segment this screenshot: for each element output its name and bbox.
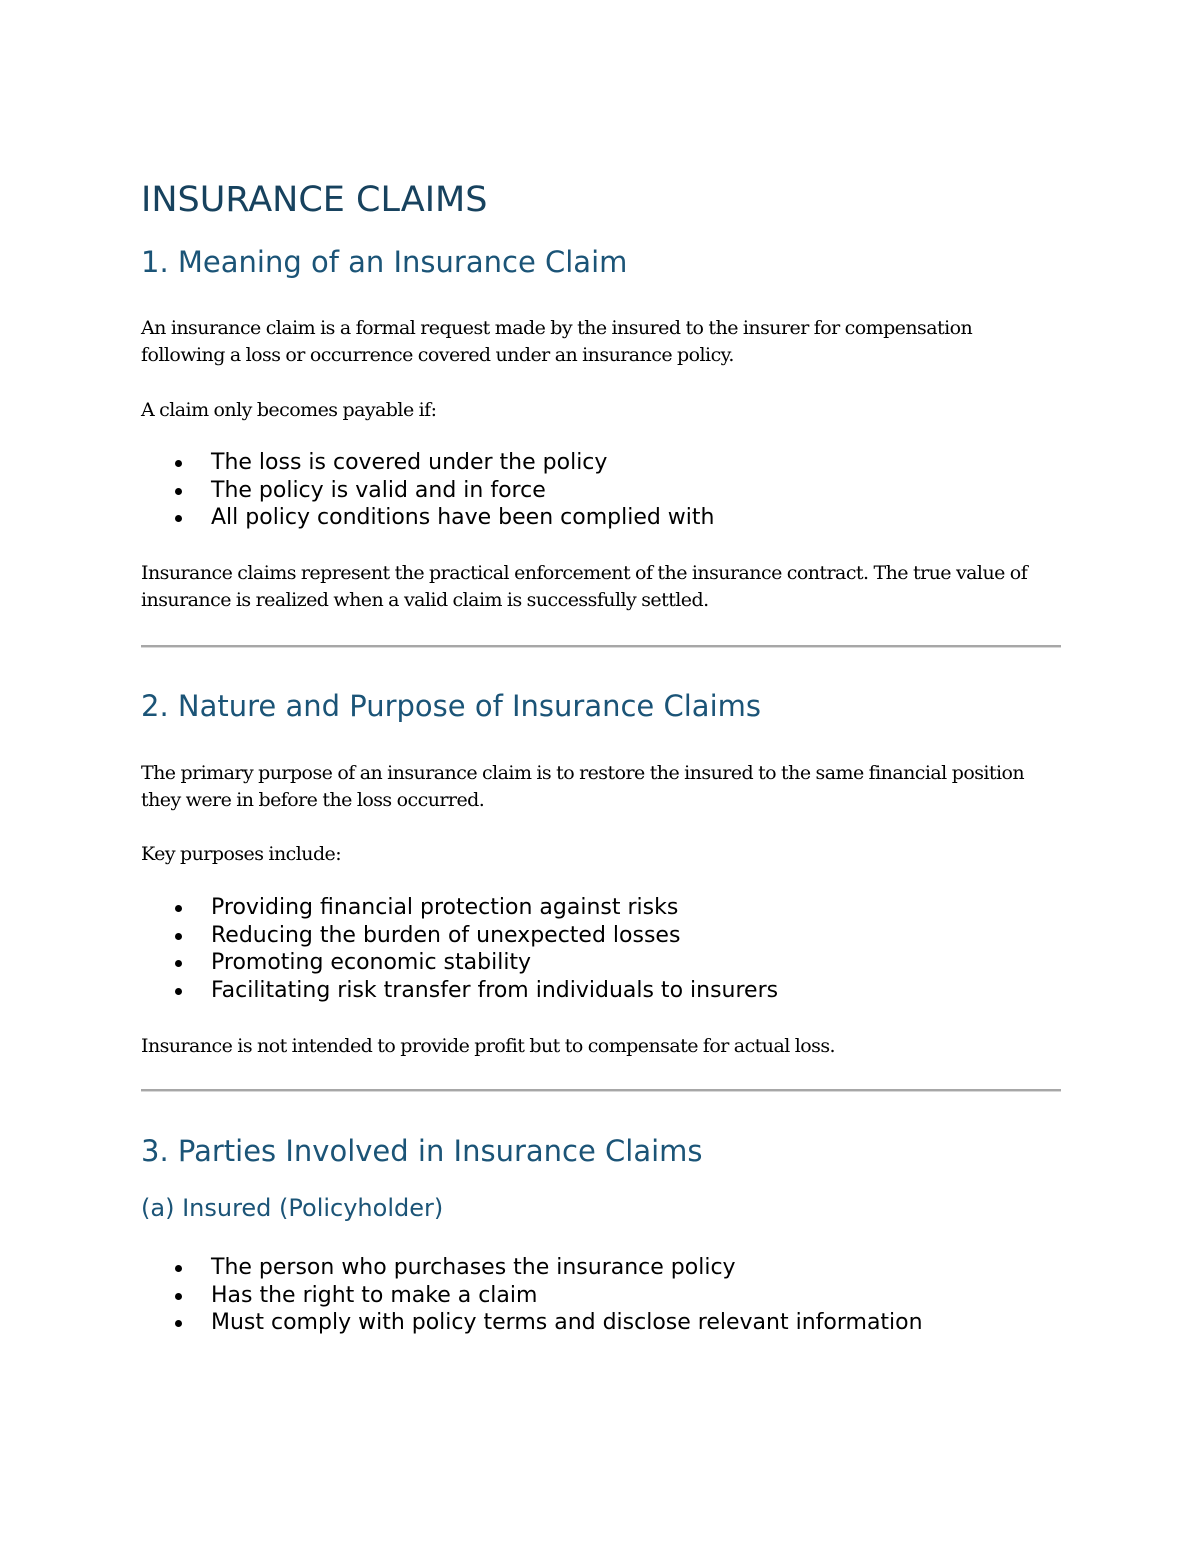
bullet-icon — [175, 905, 182, 912]
list-item — [141, 1254, 923, 1282]
section-divider — [141, 1089, 1061, 1092]
bullet-icon — [175, 1320, 182, 1327]
bullet-icon — [175, 1293, 182, 1300]
list-item-text: Providing financial protection against risks — [211, 895, 679, 920]
list-item-text: All policy conditions have been complied with — [211, 505, 715, 530]
paragraph-line: An insurance claim is a formal request made by the insured to the insurer for compensation — [141, 317, 973, 339]
section-2-bullet-list — [141, 894, 778, 1004]
list-item-text: The person who purchases the insurance policy — [211, 1255, 736, 1280]
section-1-lead-in — [141, 397, 1061, 424]
paragraph-line: Insurance claims represent the practical enforcement of the insurance contract. The true value of — [141, 562, 1028, 584]
section-2-heading: 2. Nature and Purpose of Insurance Claims — [141, 689, 761, 723]
bullet-icon — [175, 488, 182, 495]
list-item — [141, 894, 778, 922]
paragraph-line: insurance is realized when a valid claim is successfully settled. — [141, 589, 709, 611]
bullet-icon — [175, 988, 182, 995]
list-item — [141, 1309, 923, 1337]
section-1-closing — [141, 560, 1061, 614]
bullet-icon — [175, 1265, 182, 1272]
list-item-text: Must comply with policy terms and disclose relevant information — [211, 1310, 923, 1335]
bullet-icon — [175, 960, 182, 967]
paragraph-line: following a loss or occurrence covered under an insurance policy. — [141, 344, 734, 366]
list-item — [141, 1282, 923, 1310]
bullet-icon — [175, 933, 182, 940]
section-1-heading: 1. Meaning of an Insurance Claim — [141, 245, 628, 279]
bullet-icon — [175, 460, 182, 467]
list-item-text: Reducing the burden of unexpected losses — [211, 922, 681, 948]
subsection-a-bullet-list — [141, 1254, 923, 1337]
list-item — [141, 504, 715, 532]
section-2-intro — [141, 760, 1061, 814]
list-item-text: Has the right to make a claim — [211, 1282, 538, 1308]
list-item-text: Facilitating risk transfer from individuals to insurers — [211, 977, 779, 1003]
paragraph-line: Insurance is not intended to provide profit but to compensate for actual loss. — [141, 1035, 836, 1057]
list-item — [141, 449, 715, 477]
section-2-closing — [141, 1033, 1061, 1060]
paragraph-line: A claim only becomes payable if: — [141, 399, 437, 421]
list-item — [141, 949, 778, 977]
list-item — [141, 922, 778, 950]
section-divider — [141, 645, 1061, 648]
subsection-a-heading: (a) Insured (Policyholder) — [141, 1194, 444, 1222]
section-2-lead-in — [141, 841, 1061, 868]
document-title: INSURANCE CLAIMS — [141, 180, 488, 220]
paragraph-line: Key purposes include: — [141, 843, 342, 865]
list-item — [141, 477, 715, 505]
section-1-intro — [141, 315, 1061, 369]
paragraph-line: they were in before the loss occurred. — [141, 789, 485, 811]
section-1-bullet-list — [141, 449, 715, 532]
list-item-text: The loss is covered under the policy — [211, 450, 608, 475]
section-3-heading: 3. Parties Involved in Insurance Claims — [141, 1134, 703, 1168]
bullet-icon — [175, 515, 182, 522]
list-item-text: The policy is valid and in force — [211, 477, 546, 503]
list-item-text: Promoting economic stability — [211, 950, 532, 975]
list-item — [141, 977, 778, 1005]
paragraph-line: The primary purpose of an insurance claim is to restore the insured to the same financial position — [141, 762, 1025, 784]
